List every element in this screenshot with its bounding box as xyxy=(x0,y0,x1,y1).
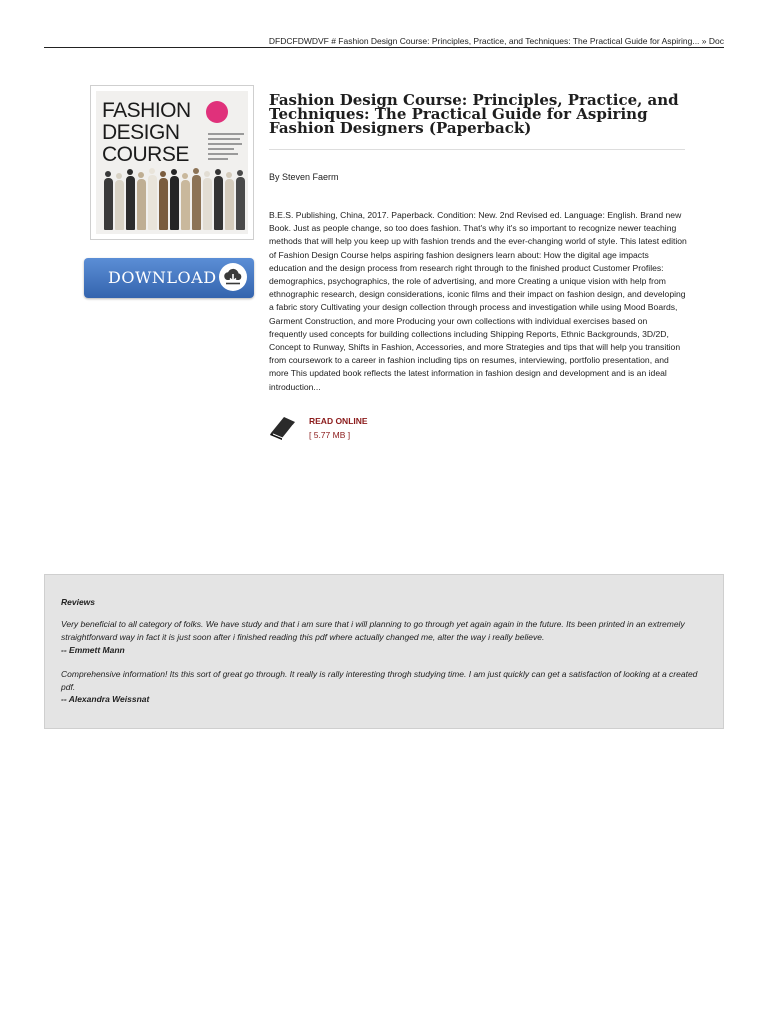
book-title: Fashion Design Course: Principles, Practice, and Techniques: The Practical Guide for Aspiring Fashion Designers (Paperback) xyxy=(269,91,679,137)
cover-model-figure xyxy=(159,178,168,230)
book-cover[interactable] xyxy=(90,85,254,240)
cover-model-figure xyxy=(214,176,223,230)
download-label: DOWNLOAD xyxy=(108,268,217,287)
cover-title-line: FASHION xyxy=(102,99,191,122)
review-author: -- Alexandra Weissnat xyxy=(61,694,150,704)
book-author: By Steven Faerm xyxy=(269,172,339,182)
review-author: -- Emmett Mann xyxy=(61,645,125,655)
file-size: [ 5.77 MB ] xyxy=(309,430,351,440)
cover-model-figure xyxy=(137,179,146,230)
cover-model-figure xyxy=(126,176,135,230)
cover-title-line: COURSE xyxy=(102,143,189,166)
cover-model-figure xyxy=(170,176,179,230)
cover-blurb-lines xyxy=(208,133,244,163)
download-button[interactable] xyxy=(84,258,254,298)
cover-model-figure xyxy=(192,175,201,230)
cover-model-figure xyxy=(225,179,234,230)
cover-model-figure xyxy=(104,178,113,230)
cover-model-figure xyxy=(181,180,190,230)
cover-model-figure xyxy=(115,180,124,230)
reviews-heading: Reviews xyxy=(61,597,96,607)
cover-model-figure xyxy=(148,175,157,230)
book-icon[interactable] xyxy=(268,414,298,440)
review-text: Very beneficial to all category of folks. We have study and that i am sure that i will planning to go through yet again again in the future. Its been printed in an extremely straightforward way in fact it is just soon after i finished reading this pdf where actually changed me, alter the way i really believe. xyxy=(61,619,685,642)
header-divider xyxy=(44,47,724,48)
cover-title-line: DESIGN xyxy=(102,121,180,144)
download-cloud-icon xyxy=(219,263,247,291)
title-divider xyxy=(269,149,685,150)
cover-title xyxy=(102,100,202,166)
cover-badge xyxy=(206,101,228,123)
book-cover-image xyxy=(96,91,248,234)
read-online-link[interactable]: READ ONLINE xyxy=(309,416,368,426)
cover-model-figure xyxy=(203,178,212,230)
book-description: B.E.S. Publishing, China, 2017. Paperback. Condition: New. 2nd Revised ed. Language: English. Brand new Book. Just as people change, so too does fashion. That's why it's so important to recognize newer teaching methods that will help you keep up with fashion trends and the ever-changing world of style. This latest edition of Fashion Design Course helps aspiring fashion designers learn about: How the digital age impacts education and the design process from research right through to the finished product Customer Profiles: demographics, psychographics, the role of advertising, and more Creating a unique vision with help from ethnographic research, design considerations, iconic films and their impact on fashion design, and developing a fabric story Cultivating your design collection through process and investigation while using Mood Boards, Garment Construction, and more Producing your own collections with individual exercises based on frequently used concepts for building collections including Shipping Reports, Ethnic Backgrounds, 3D/2D, Concept to Runway, Shifts in Fashion, Accessories, and more Strategies and tips that will help you transition from coursework to a career in fashion including tips on resumes, interviewing, portfolio presentation, and more This updated book reflects the latest information in fashion design and development and is an ideal introduction... xyxy=(269,210,687,392)
cover-model-figure xyxy=(236,177,245,230)
header-text: DFDCFDWDVF # Fashion Design Course: Principles, Practice, and Techniques: The Practical Guide for Aspiring... » Doc xyxy=(268,36,724,46)
reviews-panel xyxy=(44,574,724,729)
review-text: Comprehensive information! Its this sort of great go through. It really is rally interesting throgh studying time. I am just quickly can get a satisfaction of looking at a created pdf. xyxy=(61,669,698,692)
